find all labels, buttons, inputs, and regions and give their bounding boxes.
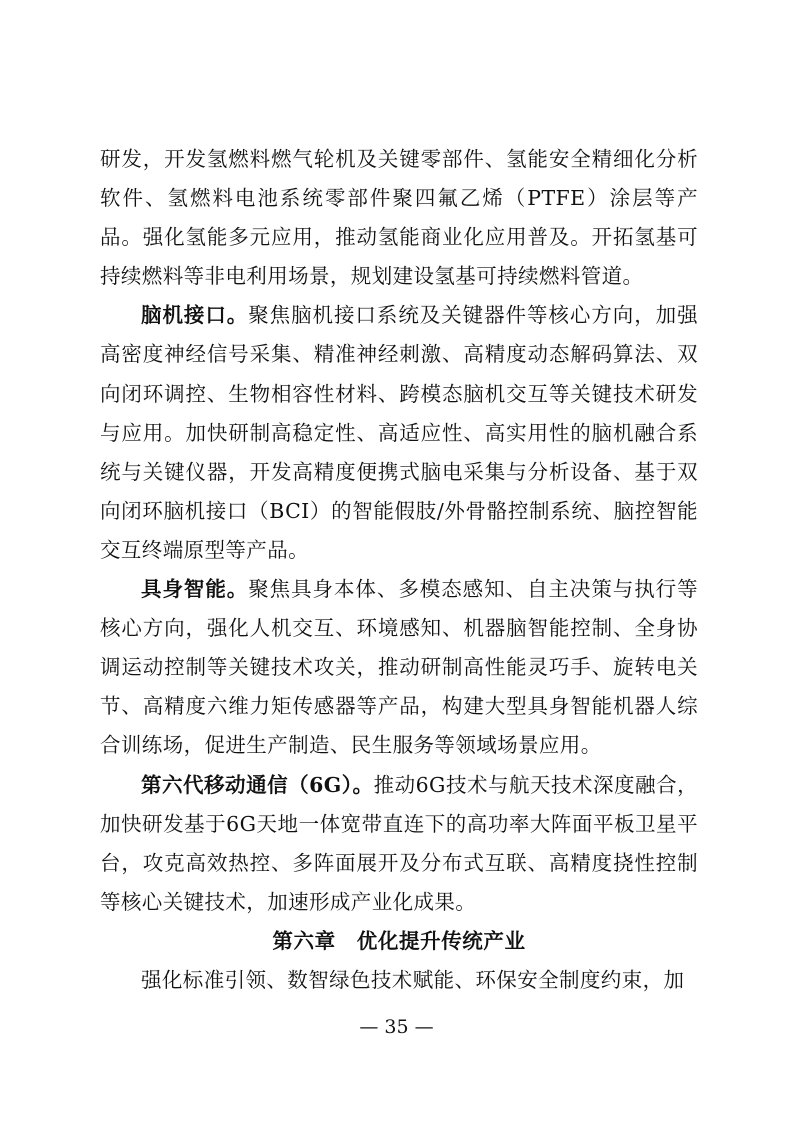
paragraph-embodied-intelligence xyxy=(100,570,698,765)
paragraph-text: 推动6G技术与航天技术深度融合，加快研发基于6G天地一体宽带直连下的高功率大阵面平板卫星平台，攻克高效热控、多阵面展开及分布式互联、高精度挠性控制等核心关键技术，加速形成产业化成果。 xyxy=(100,772,698,914)
paragraph-text: 研发，开发氢燃料燃气轮机及关键零部件、氢能安全精细化分析软件、氢燃料电池系统零部件聚四氟乙烯（PTFE）涂层等产品。强化氢能多元应用，推动氢能商业化应用普及。开拓氢基可持续燃料等非电利用场景，规划建设氢基可持续燃料管道。 xyxy=(100,147,698,289)
page-number: — 35 — xyxy=(359,1016,434,1038)
paragraph-text: 聚焦具身本体、多模态感知、自主决策与执行等核心方向，强化人机交互、环境感知、机器脑智能控制、全身协调运动控制等关键技术攻关，推动研制高性能灵巧手、旋转电关节、高精度六维力矩传感器等产品，构建大型具身智能机器人综合训练场，促进生产制造、民生服务等领域场景应用。 xyxy=(100,577,698,758)
paragraph-text: 聚焦脑机接口系统及关键器件等核心方向，加强高密度神经信号采集、精准神经刺激、高精度动态解码算法、双向闭环调控、生物相容性材料、跨模态脑机交互等关键技术研发与应用。加快研制高稳定性、高适应性、高实用性的脑机融合系统与关键仪器，开发高精度便携式脑电采集与分析设备、基于双向闭环脑机接口（BCI）的智能假肢/外骨骼控制系统、脑控智能交互终端原型等产品。 xyxy=(100,303,698,562)
body-text xyxy=(100,140,698,1000)
paragraph-6g xyxy=(100,766,698,922)
paragraph-lead: 第六代移动通信（6G）。 xyxy=(141,772,374,797)
paragraph-lead: 脑机接口。 xyxy=(141,303,249,328)
paragraph-traditional-industry: 强化标准引领、数智绿色技术赋能、环保安全制度约束，加 xyxy=(141,967,685,992)
paragraph-brain-computer-interface xyxy=(100,296,698,570)
paragraph-lead: 具身智能。 xyxy=(141,577,249,602)
paragraph-hydrogen xyxy=(100,140,698,296)
chapter-heading: 第六章 优化提升传统产业 xyxy=(272,928,526,953)
